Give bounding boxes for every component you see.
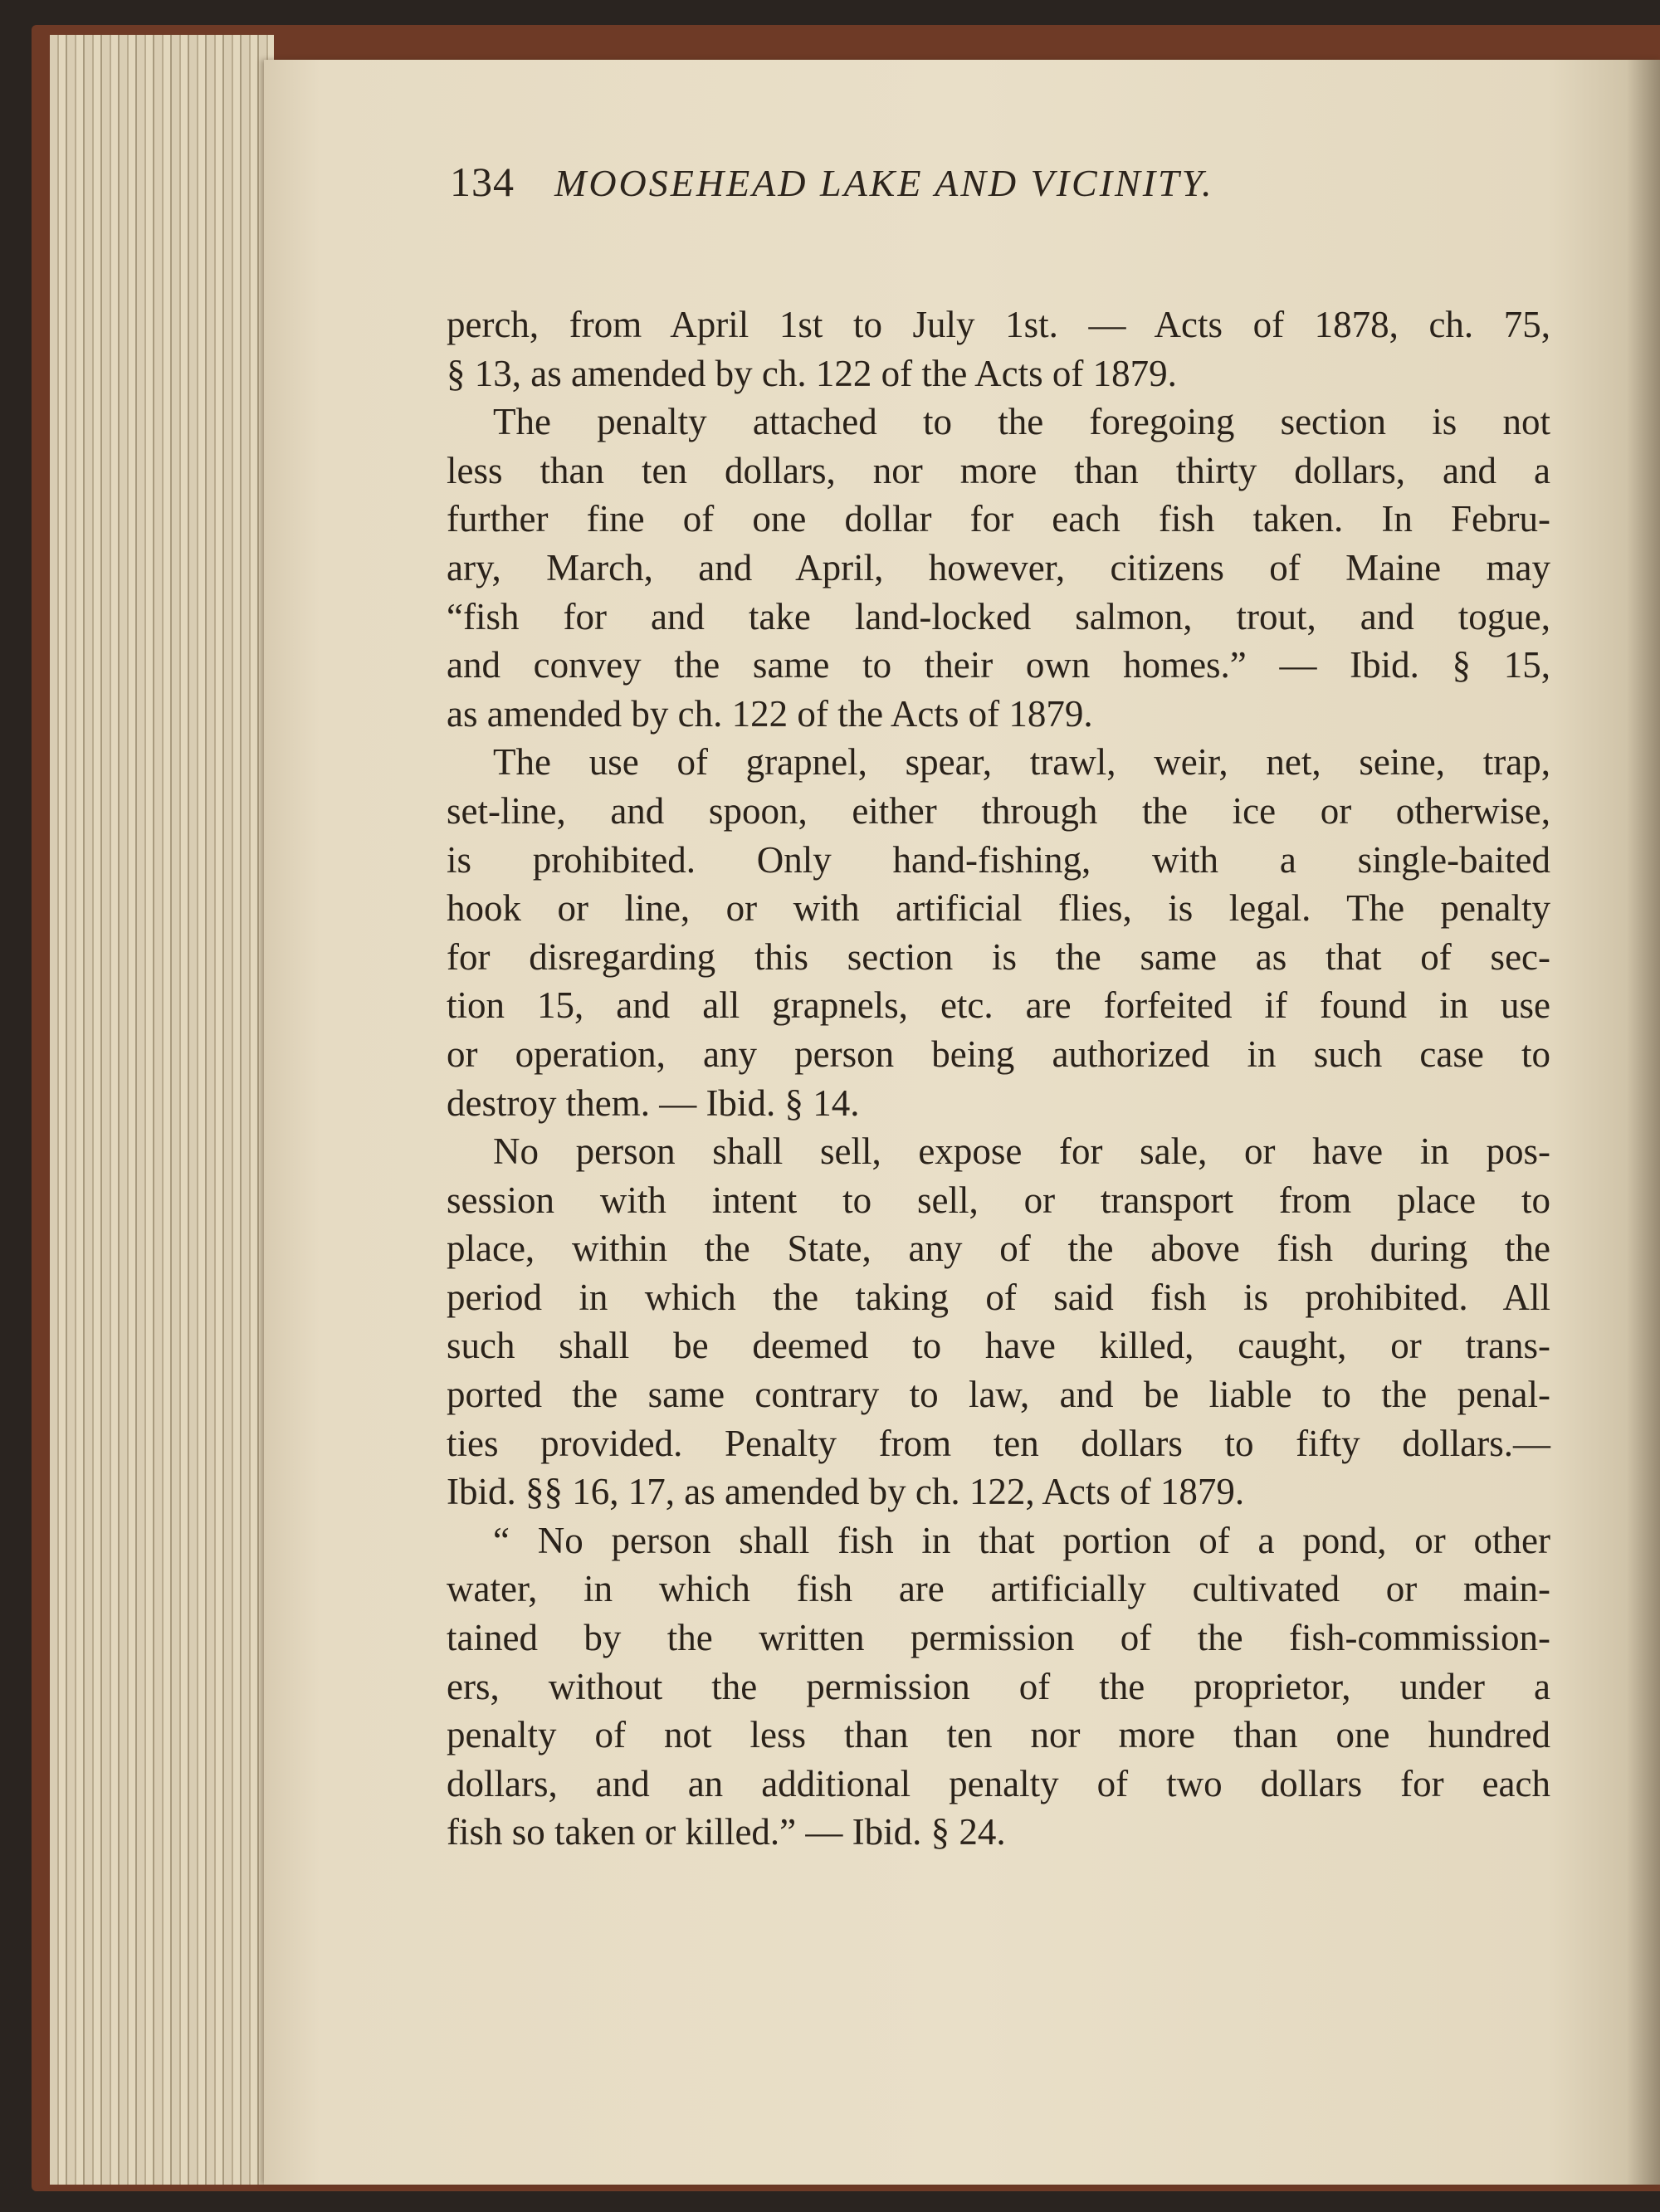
paragraph [447,1127,1550,1516]
text-line: ers, without the permission of the proprietor, under a [447,1665,1550,1707]
paragraph [447,398,1550,738]
running-head: MOOSEHEAD LAKE AND VICINITY. [554,162,1214,204]
text-line: fish so taken or killed.” — Ibid. § 24. [447,1811,1006,1853]
text-line: water, in which fish are artificially cultivated or main- [447,1568,1550,1610]
text-line: ported the same contrary to law, and be liable to the penal- [447,1374,1550,1416]
text-line: § 13, as amended by ch. 122 of the Acts of 1879. [447,352,1177,394]
text-line: tion 15, and all grapnels, etc. are forfeited if found in use [447,984,1550,1027]
paragraph [447,300,1550,398]
page-edges [50,35,274,2185]
text-line: further fine of one dollar for each fish taken. In Febru- [447,498,1550,540]
text-line: perch, from April 1st to July 1st. — Acts of 1878, ch. 75, [447,304,1550,345]
page-number: 134 [450,159,515,205]
text-line: as amended by ch. 122 of the Acts of 1879. [447,692,1093,735]
text-line: No person shall sell, expose for sale, or have in pos- [493,1130,1550,1173]
paragraph [447,1516,1550,1857]
text-line: “fish for and take land-locked salmon, trout, and togue, [447,595,1550,637]
page-header [450,158,1645,216]
text-line: less than ten dollars, nor more than thirty dollars, and a [447,449,1550,491]
text-line: place, within the State, any of the above fish during the [447,1228,1550,1270]
text-line: such shall be deemed to have killed, caught, or trans- [447,1325,1550,1367]
text-line: tained by the written permission of the fish-commission- [447,1617,1550,1659]
book-page [264,60,1660,2185]
text-line: Ibid. §§ 16, 17, as amended by ch. 122, Acts of 1879. [447,1471,1245,1513]
text-line: ary, March, and April, however, citizens of Maine may [447,546,1550,588]
paragraph [447,738,1550,1127]
text-line: destroy them. — Ibid. § 14. [447,1082,860,1124]
text-line: The use of grapnel, spear, trawl, weir, net, seine, trap, [493,741,1550,784]
text-line: penalty of not less than ten nor more than one hundred [447,1714,1550,1756]
text-line: or operation, any person being authorized in such case to [447,1033,1550,1075]
gutter-shadow [1627,60,1660,2185]
text-line: is prohibited. Only hand-fishing, with a single-baited [447,838,1550,881]
text-line: for disregarding this section is the same as that of sec- [447,935,1550,978]
text-line: hook or line, or with artificial flies, is legal. The penalty [447,887,1550,930]
text-line: “ No person shall fish in that portion of a pond, or other [493,1519,1550,1561]
text-line: and convey the same to their own homes.” — Ibid. § 15, [447,644,1550,686]
text-line: period in which the taking of said fish is prohibited. All [447,1276,1550,1318]
body-text [447,300,1550,1857]
text-line: set-line, and spoon, either through the ice or otherwise, [447,789,1550,832]
text-line: dollars, and an additional penalty of two dollars for each [447,1762,1550,1804]
text-line: ties provided. Penalty from ten dollars to fifty dollars.— [447,1422,1550,1464]
text-line: session with intent to sell, or transport from place to [447,1179,1550,1221]
text-line: The penalty attached to the foregoing section is not [493,401,1550,443]
